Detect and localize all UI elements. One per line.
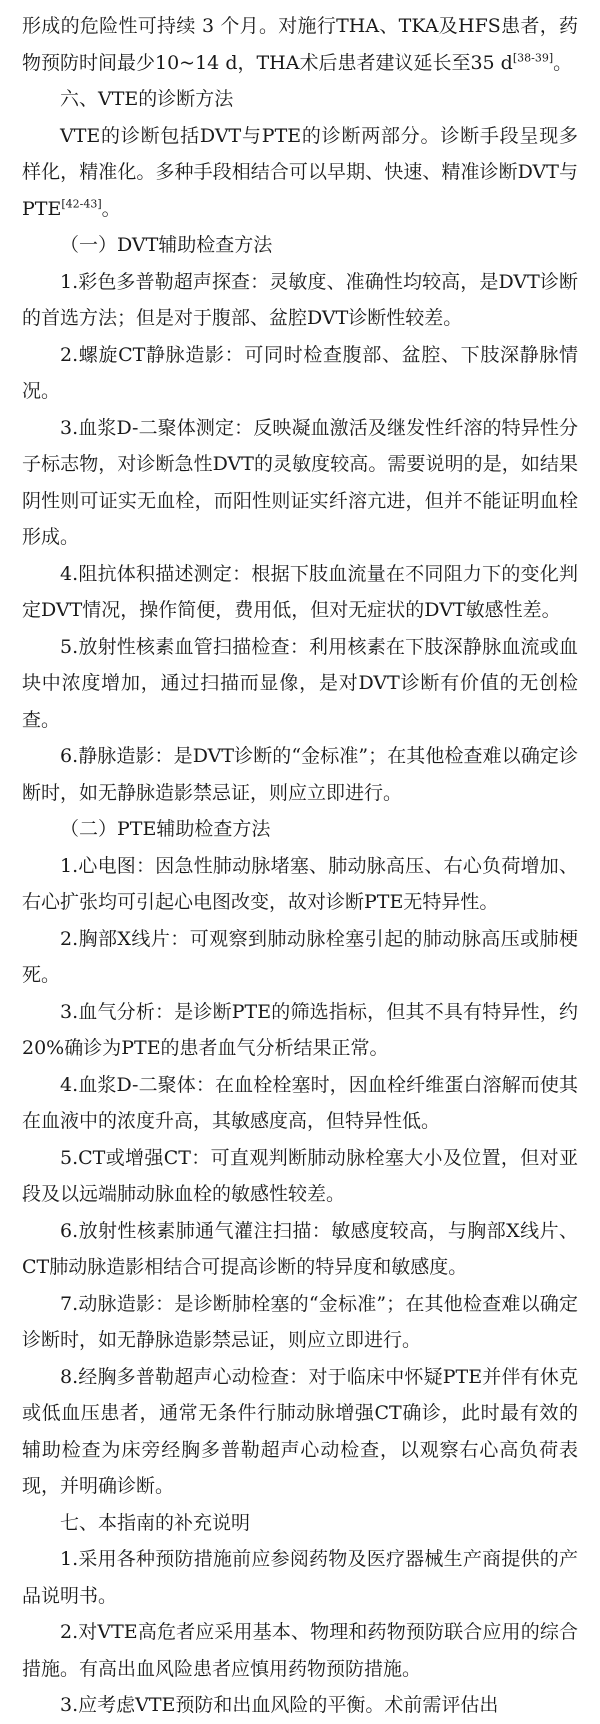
paragraph-dvt-5: 5.放射性核素血管扫描检查：利用核素在下肢深静脉血流或血块中浓度增加，通过扫描而显像，是对DVT诊断有价值的无创检查。 <box>22 635 578 731</box>
paragraph-supplement-1: 1.采用各种预防措施前应参阅药物及医疗器械生产商提供的产品说明书。 <box>22 1548 578 1607</box>
citation-42-43: [42-43] <box>61 197 102 211</box>
subheading-dvt-methods: （一）DVT辅助检查方法 <box>60 234 273 256</box>
subheading-pte-methods: （二）PTE辅助检查方法 <box>60 818 271 840</box>
paragraph-pte-1: 1.心电图：因急性肺动脉堵塞、肺动脉高压、右心负荷增加、右心扩张均可引起心电图改变，故对诊断PTE无特异性。 <box>22 854 578 913</box>
paragraph-pte-4: 4.血浆D-二聚体：在血栓栓塞时，因血栓纤维蛋白溶解而使其在血液中的浓度升高，其敏感度高，但特异性低。 <box>22 1073 578 1132</box>
paragraph-pte-3: 3.血气分析：是诊断PTE的筛选指标，但其不具有特异性，约20%确诊为PTE的患者血气分析结果正常。 <box>22 1000 578 1059</box>
paragraph-supplement-3: 3.应考虑VTE预防和出血风险的平衡。术前需评估出 <box>60 1694 499 1716</box>
paragraph-vte-diagnosis-intro: VTE的诊断包括DVT与PTE的诊断两部分。诊断手段呈现多样化，精准化。多种手段相结合可以早期、快速、精准诊断DVT与PTE[42-43]。 <box>22 124 578 220</box>
citation-38-39: [38-39] <box>512 51 554 65</box>
paragraph-dvt-1: 1.彩色多普勒超声探查：灵敏度、准确性均较高，是DVT诊断的首选方法；但是对于腹部、盆腔DVT诊断性较差。 <box>22 270 578 329</box>
paragraph-supplement-2: 2.对VTE高危者应采用基本、物理和药物预防联合应用的综合措施。有高出血风险患者应慎用药物预防措施。 <box>22 1621 578 1680</box>
paragraph-pte-7: 7.动脉造影：是诊断肺栓塞的“金标准”；在其他检查难以确定诊断时，如无静脉造影禁忌证，则应立即进行。 <box>22 1292 578 1351</box>
paragraph-pte-2: 2.胸部X线片：可观察到肺动脉栓塞引起的肺动脉高压或肺梗死。 <box>22 927 578 986</box>
paragraph-dvt-6: 6.静脉造影：是DVT诊断的“金标准”；在其他检查难以确定诊断时，如无静脉造影禁忌证，则应立即进行。 <box>22 745 578 804</box>
paragraph-risk-duration: 形成的危险性可持续 3 个月。对施行THA、TKA及HFS患者，药物预防时间最少10~14 d，THA术后患者建议延长至35 d[38-39]。 <box>22 15 578 74</box>
paragraph-pte-8: 8.经胸多普勒超声心动检查：对于临床中怀疑PTE并伴有休克或低血压患者，通常无条件行肺动脉增强CT确诊，此时最有效的辅助检查为床旁经胸多普勒超声心动检查，以观察右心高负荷表现，并明确诊断。 <box>22 1365 578 1497</box>
paragraph-pte-6: 6.放射性核素肺通气灌注扫描：敏感度较高，与胸部X线片、CT肺动脉造影相结合可提高诊断的特异度和敏感度。 <box>22 1219 578 1278</box>
section-heading-supplement: 七、本指南的补充说明 <box>60 1511 251 1534</box>
paragraph-dvt-3: 3.血浆D-二聚体测定：反映凝血激活及继发性纤溶的特异性分子标志物，对诊断急性DVT的灵敏度较高。需要说明的是，如结果阴性则可证实无血栓，而阳性则证实纤溶亢进，但并不能证明血栓形成。 <box>22 416 578 548</box>
paragraph-dvt-2: 2.螺旋CT静脉造影：可同时检查腹部、盆腔、下肢深静脉情况。 <box>22 343 578 402</box>
section-heading-vte-diagnosis: 六、VTE的诊断方法 <box>60 88 234 110</box>
paragraph-dvt-4: 4.阻抗体积描述测定：根据下肢血流量在不同阻力下的变化判定DVT情况，操作简便，费用低，但对无症状的DVT敏感性差。 <box>22 562 578 621</box>
paragraph-pte-5: 5.CT或增强CT：可直观判断肺动脉栓塞大小及位置，但对亚段及以远端肺动脉血栓的敏感性较差。 <box>22 1146 578 1205</box>
